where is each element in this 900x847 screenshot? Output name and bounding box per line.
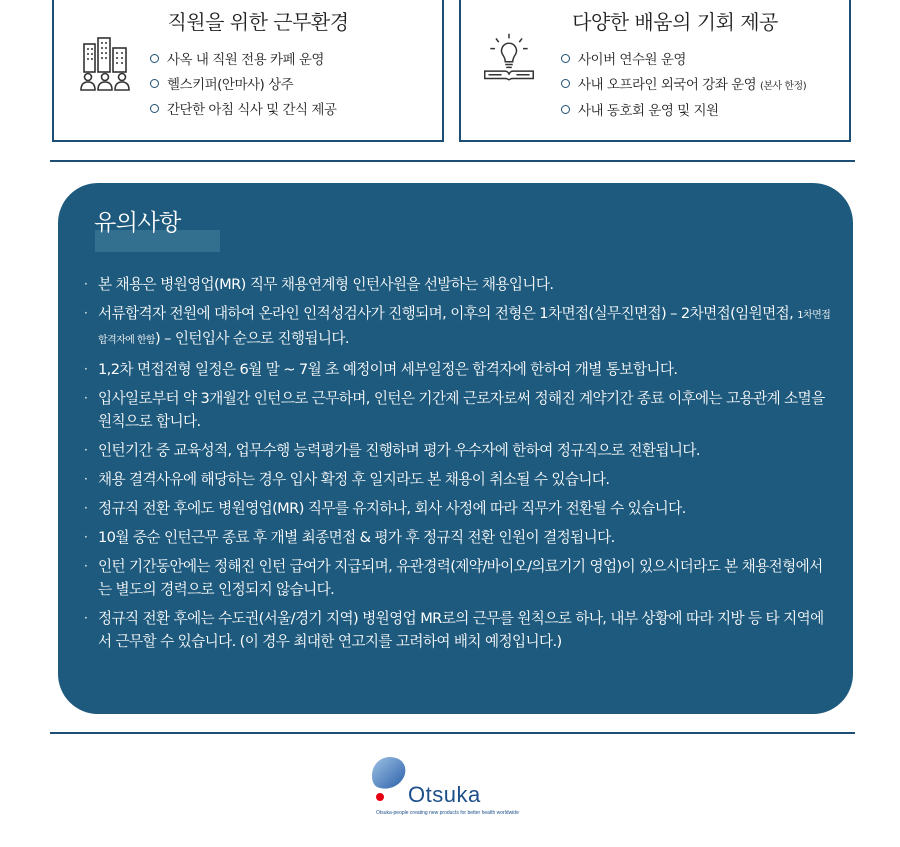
- benefit-list: [150, 48, 336, 123]
- section-divider: [50, 160, 855, 162]
- list-item: · 인턴기간 중 교육성적, 업무수행 능력평가를 진행하며 평가 우수자에 한하여 정규직으로 전환됩니다.: [84, 442, 700, 459]
- logo-tagline: Otsuka-people creating new products for better health worldwide: [376, 810, 519, 816]
- list-item: · 본 채용은 병원영업(MR) 직무 채용연계형 인턴사원을 선발하는 채용입니다.: [84, 276, 554, 293]
- circle-bullet-icon: [561, 105, 570, 114]
- circle-bullet-icon: [561, 54, 570, 63]
- benefit-list: [561, 48, 806, 124]
- list-item: · 인턴 기간동안에는 정해진 인턴 급여가 지급되며, 유관경력(제약/바이오/의료기기 영업)이 있으시더라도 본 채용전형에서는 별도의 경력으로 인정되지 않습니다.: [84, 558, 823, 598]
- list-item: · 정규직 전환 후에는 수도권(서울/경기 지역) 병원영업 MR로의 근무를 원칙으로 하나, 내부 상황에 따라 지방 등 타 지역에서 근무할 수 있습니다. (이 경우 최대한 연고지를 고려하여 배치 예정입니다.): [84, 610, 824, 650]
- section-divider: [50, 732, 855, 734]
- otsuka-logo: [366, 752, 546, 822]
- benefit-card-learning: [459, 0, 851, 142]
- list-item: 사이버 연수원 운영: [561, 48, 806, 73]
- notice-list: [84, 273, 833, 659]
- list-item: · 1,2차 면접전형 일정은 6월 말 ~ 7월 초 예정이며 세부일정은 합격자에 한하여 개별 통보합니다.: [84, 361, 678, 378]
- office-buildings-people-icon: [78, 36, 134, 92]
- benefit-card-title: 다양한 배움의 기회 제공: [572, 10, 778, 34]
- notice-panel: [58, 183, 853, 714]
- lightbulb-book-icon: [481, 30, 537, 86]
- list-item: 헬스키퍼(안마사) 상주: [150, 73, 336, 98]
- list-item: · 입사일로부터 약 3개월간 인턴으로 근무하며, 인턴은 기간제 근로자로써 정해진 계약기간 종료 이후에는 고용관계 소멸을 원칙으로 합니다.: [84, 390, 825, 430]
- list-item: · 정규직 전환 후에도 병원영업(MR) 직무를 유지하나, 회사 사정에 따라 직무가 전환될 수 있습니다.: [84, 500, 686, 517]
- list-item: 사옥 내 직원 전용 카페 운영: [150, 48, 336, 73]
- circle-bullet-icon: [150, 104, 159, 113]
- list-item: · 채용 결격사유에 해당하는 경우 입사 확정 후 일지라도 본 채용이 취소될 수 있습니다.: [84, 471, 610, 488]
- list-item: · 10월 중순 인턴근무 종료 후 개별 최종면접 & 평가 후 정규직 전환 인원이 결정됩니다.: [84, 529, 615, 546]
- list-item: 사내 오프라인 외국어 강좌 운영 (본사 한정): [561, 73, 806, 99]
- list-item: 간단한 아침 식사 및 간식 제공: [150, 98, 336, 123]
- circle-bullet-icon: [150, 79, 159, 88]
- benefit-card-work-environment: [52, 0, 444, 142]
- list-item: · 서류합격자 전원에 대하여 온라인 인적성검사가 진행되며, 이후의 전형은 1차면접(실무진면접) – 2차면접(임원면접, 1차면접 합격자에 한함) – 인턴입사 순으로 진행됩니다.: [84, 305, 831, 347]
- benefit-card-title: 직원을 위한 근무환경: [167, 10, 349, 34]
- list-item: 사내 동호회 운영 및 지원: [561, 99, 806, 124]
- logo-wordmark: Otsuka: [408, 782, 481, 807]
- circle-bullet-icon: [561, 79, 570, 88]
- notice-title: 유의사항: [94, 210, 181, 236]
- circle-bullet-icon: [150, 54, 159, 63]
